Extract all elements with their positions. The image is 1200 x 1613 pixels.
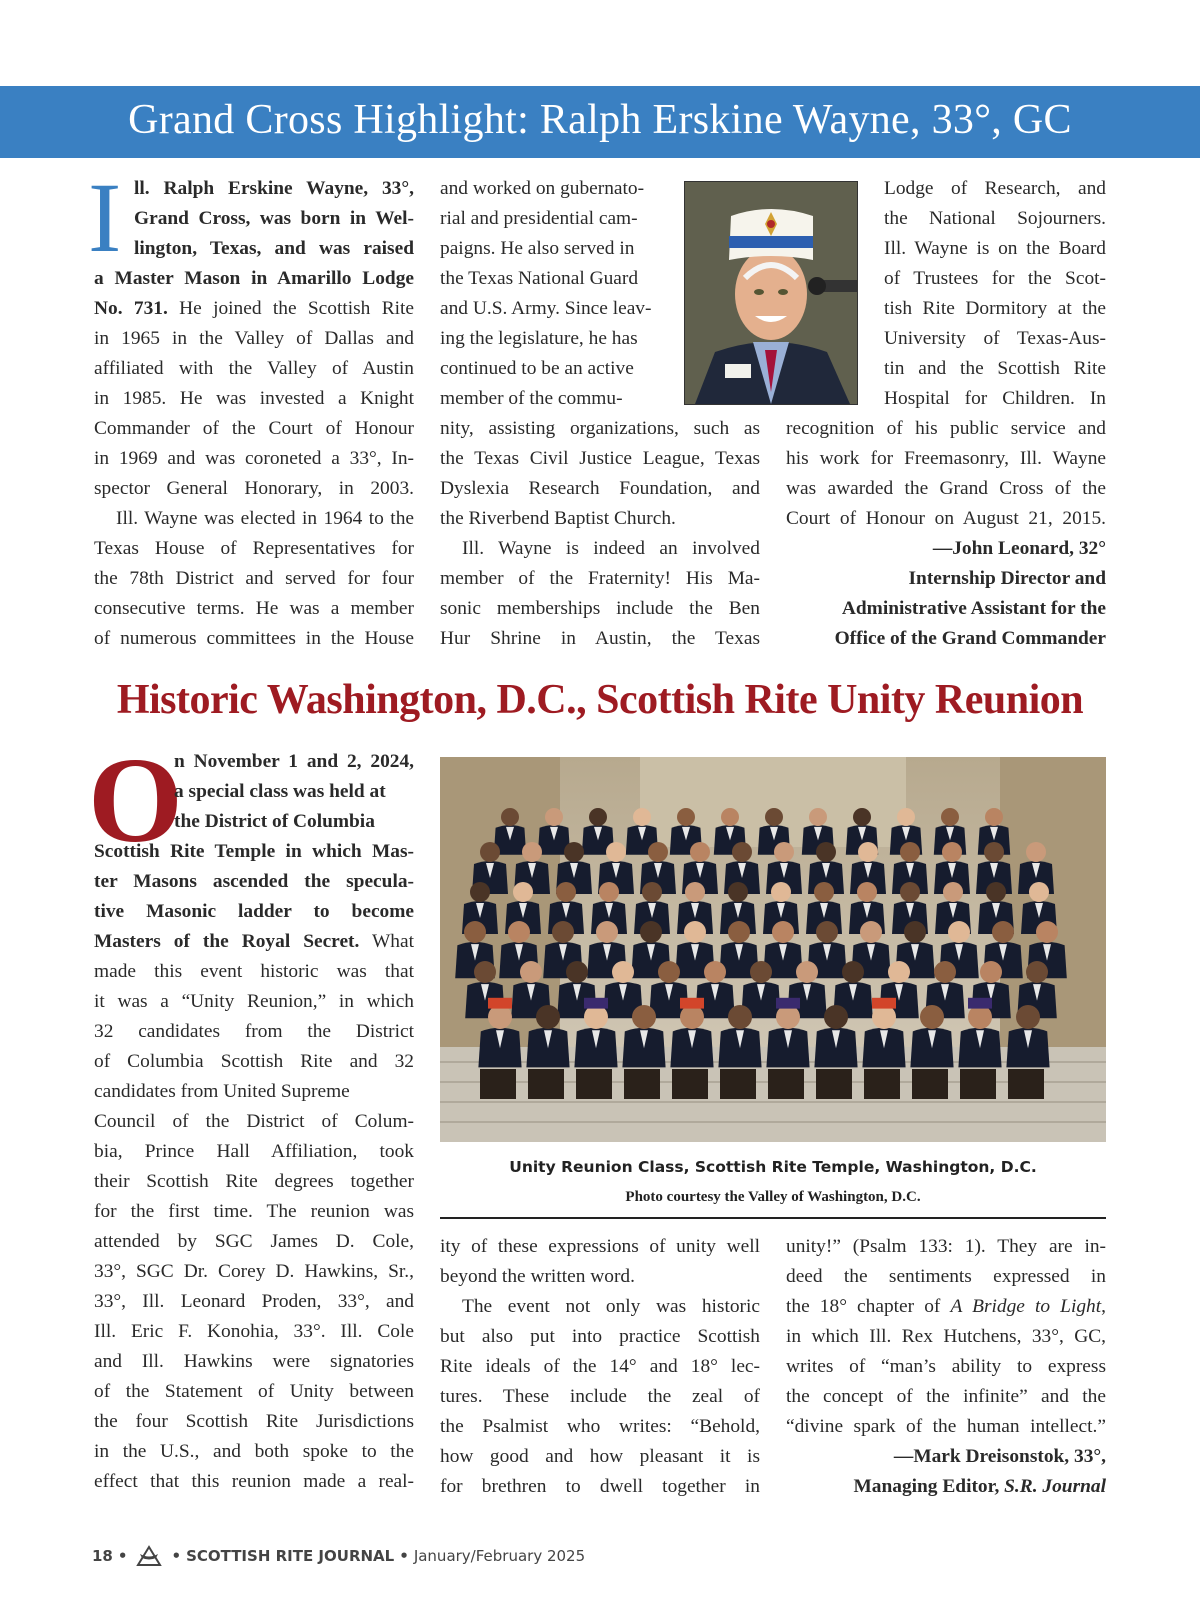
text-line: 32 candidates from the District: [94, 1021, 414, 1042]
text-line: recognition of his public service and: [786, 418, 1106, 439]
drop-cap: O: [88, 733, 183, 868]
text-line: candidates from United Supreme: [94, 1081, 350, 1102]
text-line: Scottish Rite Temple in which Mas-: [94, 841, 414, 862]
text-line: effect that this reunion made a real-: [94, 1471, 414, 1492]
text-line: the District of Columbia: [174, 811, 375, 832]
text-line: sonic memberships include the Ben: [440, 598, 760, 619]
text-line: Ill. Wayne was elected in 1964 to the: [116, 508, 414, 529]
text-line: the 78th District and served for four: [94, 568, 414, 589]
photo-caption: Unity Reunion Class, Scottish Rite Temple, Washington, D.C.: [509, 1158, 1037, 1176]
text-line: Council of the District of Colum-: [94, 1111, 414, 1132]
text-line: Masters of the Royal Secret. What: [94, 931, 414, 952]
photo-credit: Photo courtesy the Valley of Washington, D.C.: [625, 1189, 921, 1205]
text-line: ity of these expressions of unity well: [440, 1236, 760, 1257]
text-line: a Master Mason in Amarillo Lodge: [94, 268, 414, 289]
text-line: rial and presidential cam-: [440, 208, 638, 229]
text-line: “divine spark of the human intellect.”: [786, 1416, 1106, 1437]
text-line: Ill. Wayne is on the Board: [884, 238, 1106, 259]
text-line: for brethren to dwell together in: [440, 1476, 760, 1497]
drop-cap: I: [88, 162, 122, 273]
text-line: the Texas National Guard: [440, 268, 639, 289]
text-line: —Mark Dreisonstok, 33°,: [893, 1446, 1106, 1467]
text-line: tive Masonic ladder to become: [94, 901, 414, 922]
text-line: Texas House of Representatives for: [94, 538, 414, 559]
text-line: tures. These include the zeal of: [440, 1386, 760, 1407]
text-line: and U.S. Army. Since leav-: [440, 298, 652, 319]
text-line: in 1965 in the Valley of Dallas and: [94, 328, 414, 349]
text-line: in 1969 and was coroneted a 33°, In-: [94, 448, 414, 469]
text-line: the Texas Civil Justice League, Texas: [440, 448, 760, 469]
reunion-column-3: [786, 1232, 1106, 1502]
text-line: member of the commu-: [440, 388, 623, 409]
double-eagle-emblem-icon: [136, 1545, 162, 1567]
text-line: tish Rite Dormitory at the: [884, 298, 1106, 319]
text-line: and Ill. Hawkins were signatories: [94, 1351, 414, 1372]
text-line: 33°, SGC Dr. Corey D. Hawkins, Sr.,: [94, 1261, 414, 1282]
text-line: and worked on gubernato-: [440, 178, 645, 199]
group-photo-image: [440, 757, 1106, 1142]
text-line: Lodge of Research, and: [884, 178, 1106, 199]
text-line: made this event historic was that: [94, 961, 414, 982]
highlight-column-1: [94, 174, 414, 654]
text-line: attended by SGC James D. Cole,: [94, 1231, 414, 1252]
text-line: Commander of the Court of Honour: [94, 418, 414, 439]
text-line: of numerous committees in the House: [94, 628, 414, 649]
reunion-column-1: [94, 747, 414, 1497]
text-line: ter Masons ascended the specula-: [94, 871, 414, 892]
text-line: Internship Director and: [908, 568, 1106, 589]
text-line: writes of “man’s ability to express: [786, 1356, 1106, 1377]
text-line: 33°, Ill. Leonard Proden, 33°, and: [94, 1291, 414, 1312]
text-line: Hur Shrine in Austin, the Texas: [440, 628, 760, 649]
text-line: his work for Freemasonry, Ill. Wayne: [786, 448, 1106, 469]
text-line: of Columbia Scottish Rite and 32: [94, 1051, 414, 1072]
group-photo: [440, 757, 1106, 1142]
text-line: but also put into practice Scottish: [440, 1326, 760, 1347]
text-line: in which Ill. Rex Hutchens, 33°, GC,: [786, 1326, 1106, 1347]
text-line: how good and how pleasant it is: [440, 1446, 760, 1467]
section-banner: [0, 86, 1200, 158]
text-line: n November 1 and 2, 2024,: [174, 751, 414, 772]
text-line: the four Scottish Rite Jurisdictions: [94, 1411, 414, 1432]
text-line: was awarded the Grand Cross of the: [786, 478, 1106, 499]
text-line: Court of Honour on August 21, 2015.: [786, 508, 1106, 529]
text-line: for the first time. The reunion was: [94, 1201, 414, 1222]
text-line: beyond the written word.: [440, 1266, 635, 1287]
text-line: the Psalmist who writes: “Behold,: [440, 1416, 760, 1437]
text-line: ll. Ralph Erskine Wayne, 33°,: [134, 178, 414, 199]
text-line: the National Sojourners.: [884, 208, 1106, 229]
text-line: Ill. Wayne is indeed an involved: [462, 538, 760, 559]
text-line: spector General Honorary, in 2003.: [94, 478, 414, 499]
text-line: unity!” (Psalm 133: 1). They are in-: [786, 1236, 1106, 1257]
text-line: a special class was held at: [174, 781, 386, 802]
reunion-headline: Historic Washington, D.C., Scottish Rite Unity Reunion: [116, 677, 1084, 723]
publication-name: SCOTTISH RITE JOURNAL: [186, 1547, 395, 1565]
portrait-image: [685, 182, 857, 404]
separator: •: [171, 1547, 182, 1565]
text-line: of Trustees for the Scot-: [884, 268, 1106, 289]
text-line: paigns. He also served in: [440, 238, 635, 259]
text-line: Office of the Grand Commander: [834, 628, 1106, 649]
text-line: affiliated with the Valley of Austin: [94, 358, 414, 379]
text-line: University of Texas-Aus-: [884, 328, 1106, 349]
text-line: deed the sentiments expressed in: [786, 1266, 1106, 1287]
page-number: 18: [92, 1547, 113, 1565]
text-line: in 1985. He was invested a Knight: [94, 388, 414, 409]
text-line: bia, Prince Hall Affiliation, took: [94, 1141, 414, 1162]
text-line: Ill. Eric F. Konohia, 33°. Ill. Cole: [94, 1321, 414, 1342]
text-line: tin and the Scottish Rite: [884, 358, 1106, 379]
text-line: the concept of the infinite” and the: [786, 1386, 1106, 1407]
text-line: The event not only was historic: [462, 1296, 760, 1317]
text-line: member of the Fraternity! His Ma-: [440, 568, 760, 589]
text-line: No. 731. He joined the Scottish Rite: [94, 298, 414, 319]
highlight-title: Grand Cross Highlight: Ralph Erskine Wayne, 33°, GC: [128, 97, 1072, 143]
text-line: continued to be an active: [440, 358, 634, 379]
text-line: Administrative Assistant for the: [841, 598, 1106, 619]
text-line: it was a “Unity Reunion,” in which: [94, 991, 414, 1012]
issue-date: January/February 2025: [413, 1547, 586, 1565]
text-line: the 18° chapter of A Bridge to Light,: [786, 1296, 1106, 1317]
text-line: Dyslexia Research Foundation, and: [440, 478, 760, 499]
caption-divider: [440, 1217, 1106, 1219]
text-line: nity, assisting organizations, such as: [440, 418, 760, 439]
portrait-photo: [684, 181, 858, 405]
text-line: lington, Texas, and was raised: [134, 238, 414, 259]
text-line: the Riverbend Baptist Church.: [440, 508, 676, 529]
text-line: Rite ideals of the 14° and 18° lec-: [440, 1356, 760, 1377]
text-line: ing the legislature, he has: [440, 328, 638, 349]
text-line: consecutive terms. He was a member: [94, 598, 414, 619]
text-line: Hospital for Children. In: [884, 388, 1106, 409]
text-line: Managing Editor, S.R. Journal: [853, 1476, 1106, 1497]
page-footer: [92, 1545, 585, 1567]
text-line: of the Statement of Unity between: [94, 1381, 414, 1402]
reunion-column-2: [440, 1232, 760, 1502]
text-line: in the U.S., and both spoke to the: [94, 1441, 414, 1462]
separator: •: [399, 1547, 409, 1565]
text-line: Grand Cross, was born in Wel-: [134, 208, 414, 229]
text-line: —John Leonard, 32°: [932, 538, 1106, 559]
separator: •: [117, 1547, 128, 1565]
text-line: their Scottish Rite degrees together: [94, 1171, 414, 1192]
